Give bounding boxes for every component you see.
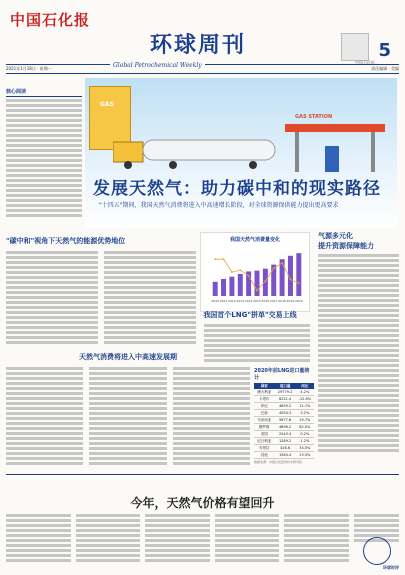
chart-point	[298, 282, 300, 284]
article-column	[6, 249, 98, 346]
table-row: 安哥拉 426.6 34.5%	[254, 445, 314, 452]
article-column	[173, 365, 250, 467]
chart-bar	[221, 279, 226, 296]
table-row: 印尼 4859.2 11.7%	[254, 403, 314, 410]
table-row: 卡塔尔 8221.4 -12.6%	[254, 396, 314, 403]
article-columns	[6, 249, 196, 346]
article-column	[104, 249, 196, 346]
consumption-chart	[200, 232, 310, 312]
qr-caption: 中国石化报	[355, 60, 375, 65]
article-column	[6, 365, 83, 467]
chart-tick-label: 2014	[244, 299, 253, 303]
chart-title: 我国天然气消费量变化	[229, 237, 280, 243]
article-carbon-neutral	[6, 236, 196, 346]
section-title: 环球周刊	[150, 33, 247, 58]
chart-point	[273, 268, 275, 270]
table-row: 澳大利亚 29779.2 4.2%	[254, 389, 314, 396]
right-article-subtitle: 提升资源保障能力	[318, 242, 374, 250]
chart-plot	[207, 246, 303, 304]
rail-body-text	[6, 99, 82, 217]
divider	[6, 474, 399, 475]
chart-tick-label: 2015	[253, 299, 261, 303]
table-row: 巴新 4054.3 3.2%	[254, 410, 314, 417]
article-column	[6, 512, 71, 564]
chart-tick-label: 2019	[286, 299, 295, 303]
table-row: 美国 2543.4 0.2%	[254, 431, 314, 438]
hero-subtitle: "十四五"期间，我国天然气消费将进入中高速增长阶段，对全球资源保供能力提出更高要求	[99, 202, 339, 209]
column-badge-label: 环球时评	[383, 565, 399, 570]
rail-heading: 核心阅读	[6, 88, 82, 97]
article-column	[76, 512, 141, 564]
chart-point	[256, 290, 258, 292]
chart-point	[281, 262, 283, 264]
chart-bar	[296, 253, 301, 296]
table-header: 同比	[296, 383, 314, 389]
tanker-truck-icon	[113, 136, 283, 170]
table-title: 2020年前LNG进口量统计	[254, 368, 310, 381]
gas-station-icon	[285, 118, 385, 173]
article-consumption-growth	[6, 352, 250, 467]
chart-bar	[263, 269, 268, 296]
article-column	[145, 512, 210, 564]
chart-point	[223, 258, 225, 260]
lng-import-table	[254, 367, 314, 464]
article-column	[215, 512, 280, 564]
data-table	[254, 383, 314, 459]
chart-bar	[238, 274, 243, 296]
chart-bar	[271, 265, 276, 296]
weekly-title: Global Petrochemical Weekly	[110, 62, 205, 69]
chart-point	[290, 279, 292, 281]
chart-tick-label: 2013	[236, 299, 245, 303]
tower-label: GAS	[100, 101, 114, 108]
column-badge-icon	[363, 537, 391, 565]
table-note: 数据来源：中国石化经济技术研究院	[254, 460, 303, 464]
chart-tick-label: 2018	[278, 299, 286, 303]
chart-point	[264, 280, 266, 282]
table-row: 其他 1564.4 13.5%	[254, 452, 314, 459]
chart-tick-label: 2016	[261, 299, 270, 303]
right-article-title: 气源多元化	[318, 232, 353, 240]
bottom-article-title: 今年，天然气价格有望回升	[130, 496, 275, 510]
hero-headline: 发展天然气：助力碳中和的现实路径	[93, 179, 381, 199]
chart-tick-label: 2010	[211, 299, 220, 303]
chart-point	[248, 275, 250, 277]
article-columns	[6, 365, 250, 467]
station-sign: GAS STATION	[295, 114, 333, 120]
table-header: 进口量	[275, 383, 296, 389]
chart-bar	[229, 277, 234, 296]
article-column	[89, 365, 166, 467]
page-number: 5	[378, 40, 391, 61]
chart-bar	[280, 259, 285, 296]
lng-article-title: 我国首个LNG"拼单"交易上线	[203, 311, 297, 319]
article-column	[284, 512, 349, 564]
date-left: 2021年1月18日 · 星期一	[6, 66, 52, 71]
qr-code-icon	[341, 33, 369, 61]
chart-bar	[254, 271, 259, 296]
chart-tick-label: 2020	[294, 299, 303, 303]
chart-point	[214, 258, 216, 260]
bottom-article-body	[6, 512, 399, 564]
chart-tick-label: 2012	[228, 299, 236, 303]
article-diversification	[318, 232, 399, 454]
paper-logo: 中国石化报	[10, 11, 91, 29]
table-row: 马来西亚 5877.6 19.7%	[254, 417, 314, 424]
left-rail	[6, 88, 82, 219]
table-row: 俄罗斯 4896.2 82.0%	[254, 424, 314, 431]
chart-tick-label: 2011	[219, 299, 228, 303]
chart-tick-label: 2017	[269, 299, 278, 303]
article-title: 天然气消费将进入中高速发展期	[79, 353, 177, 361]
table-header: 国家	[254, 383, 275, 389]
hero-illustration	[85, 78, 397, 228]
table-row: 尼日利亚 1289.2 1.2%	[254, 438, 314, 445]
chart-point	[231, 271, 233, 273]
masthead	[0, 0, 405, 70]
date-right: 责任编辑 · 美编	[371, 66, 399, 71]
chart-bar	[213, 282, 218, 296]
article-title: "碳中和"视角下天然气的能源优势地位	[6, 237, 126, 245]
chart-point	[239, 269, 241, 271]
